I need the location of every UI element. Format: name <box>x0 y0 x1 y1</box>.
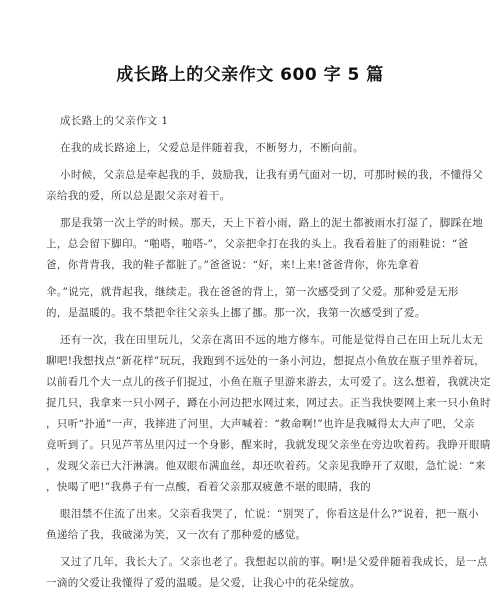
paragraph-line: 的，是温暖的。我不禁把伞往父亲头上挪了挪。那一次，我第一次感受到了爱。 <box>46 307 426 319</box>
paragraph-line: 那是我第一次上学的时候。那天，天上下着小雨，路上的泥土都被雨水打湿了，脚踩在地 <box>60 217 484 229</box>
paragraph-line: 伞。”说完，就背起我，继续走。我在爸爸的背上，第一次感受到了父爱。那种爱是无形 <box>46 286 459 298</box>
paragraph-line: 亲给我的爱，所以总是跟父亲对着干。 <box>46 190 231 202</box>
paragraph-line: 捉几只，我拿来一只小网子，蹲在小河边把水网过来，网过去。正当我快要网上来一只小鱼时 <box>46 397 491 409</box>
paragraph-line: 以前看几个大一点儿的孩子们捉过，小鱼在瓶子里游来游去，太可爱了。这么想着，我就决定 <box>46 376 491 388</box>
paragraph-line: 还有一次，我在田里玩儿，父亲在离田不远的地方修车。可能是觉得自己在田上玩儿太无 <box>60 334 484 346</box>
paragraph-line: ，发现父亲已大汗淋漓。他双眼布满血丝，却还吹着药。父亲见我睁开了双眼，急忙说：“来 <box>46 460 486 472</box>
article-subtitle: 成长路上的父亲作文 1 <box>60 115 169 127</box>
paragraph-line: 一滴的父爱让我懂得了爱的温暖。是父爱，让我心中的花朵绽放。 <box>46 577 361 589</box>
paragraph-line: ，快喝了吧!”我鼻子有一点酸，看着父亲那双疲惫不堪的眼睛，我的 <box>46 481 371 493</box>
paragraph-line: 在我的成长路途上，父爱总是伴随着我，不断努力，不断向前。 <box>60 142 364 154</box>
page-title: 成长路上的父亲作文 600 字 5 篇 <box>116 65 384 85</box>
paragraph-line: ，只听“扑通”一声，我摔进了河里，大声喊着：“救命啊!”也许是我喊得太大声了吧，父亲 <box>46 418 475 430</box>
paragraph-line: 爸，你背背我，我的鞋子都脏了。”爸爸说：“好，来!上来!爸爸背你，你先拿着 <box>46 259 420 271</box>
paragraph-line: 小时候，父亲总是牵起我的手，鼓励我，让我有勇气面对一切，可那时候的我，不懂得父 <box>60 169 484 181</box>
paragraph-line: 鱼递给了我，我破涕为笑，又一次有了那种爱的感觉。 <box>46 529 307 541</box>
paragraph-line: 又过了几年，我长大了。父亲也老了。我想起以前的事。啊!是父爱伴随着我成长，是一点 <box>60 556 488 568</box>
paragraph-line: 竟听到了。只见芦苇丛里闪过一个身影，醒来时，我就发现父亲坐在旁边吹着药。我睁开眼睛 <box>46 439 491 451</box>
paragraph-line: 眼泪禁不住流了出来。父亲看我哭了，忙说：“别哭了，你看这是什么?”说着，把一瓶小 <box>60 508 479 520</box>
article-body <box>46 111 491 594</box>
paragraph-line: 聊吧!我想找点“新花样”玩玩，我跑到不远处的一条小河边，想捉点小鱼放在瓶子里养着玩， <box>46 355 486 367</box>
paragraph-line: 上，总会留下脚印。“啪嗒，啪嗒-”，父亲把伞打在我的头上。我看着脏了的雨鞋说：“爸 <box>46 238 469 250</box>
